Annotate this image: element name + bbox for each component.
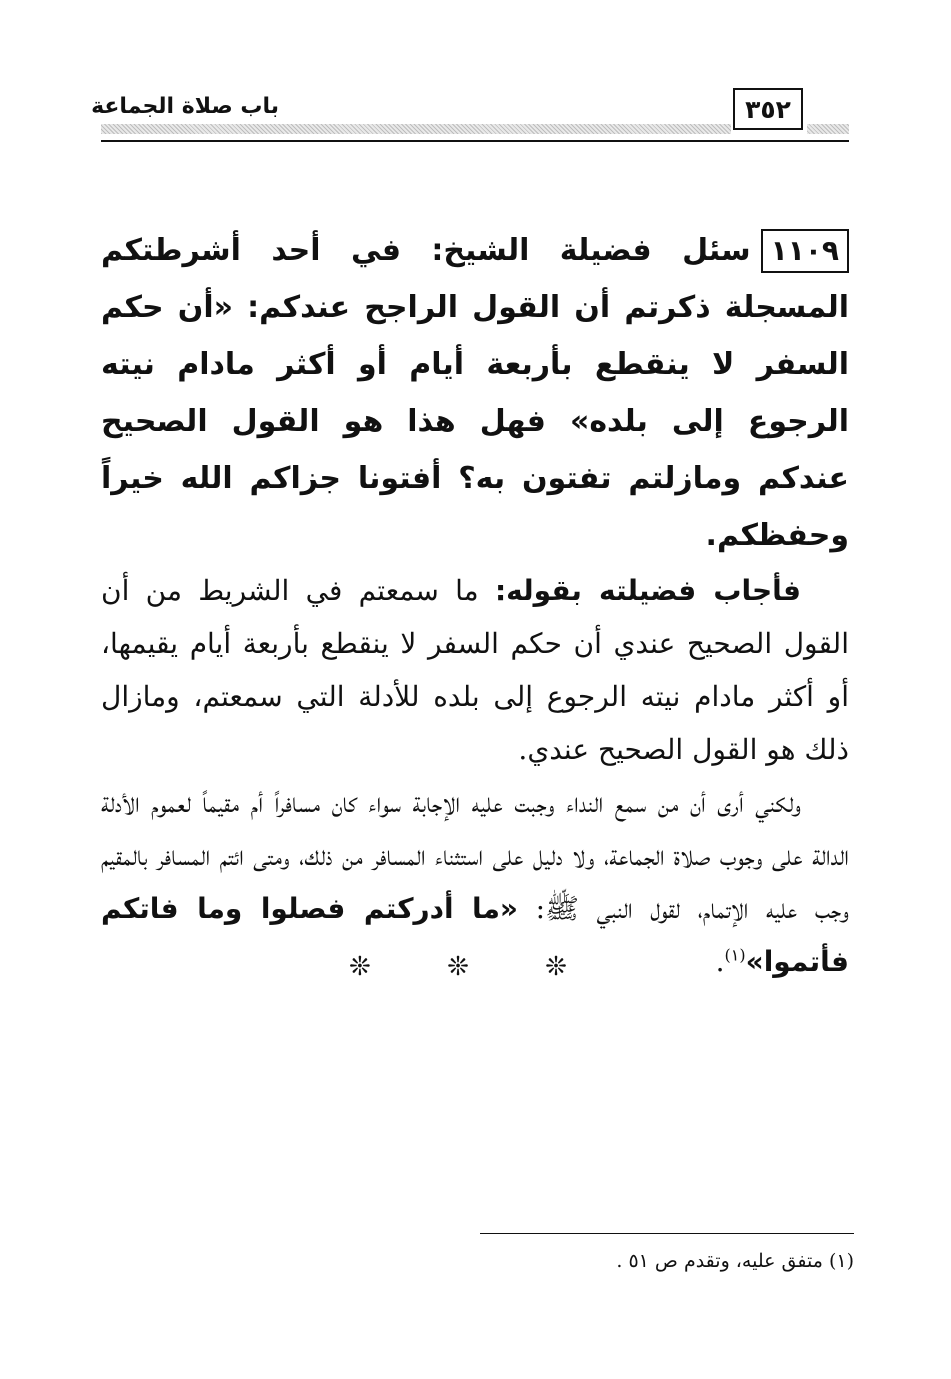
question-number: ١١٠٩ [761,229,849,273]
question-text: سئل فضيلة الشيخ: في أحد أشرطتكم المسجلة ذكرتم أن القول الراجح عندكم: «أن حكم السفر لا ينقطع بأربعة أيام أو أكثر مادام نيته الرجوع إلى بلده» فهل هذا هو القول الصحيح عندكم ومازلتم تفتون به؟ أفتونا جزاكم الله خيراً وحفظكم. [101,233,849,553]
footnote-marker: (١) [828,1250,854,1272]
question-paragraph [101,222,849,564]
answer-text-2: ولكني أرى أن من سمع النداء وجبت عليه الإجابة سواء كان مسافراً أم مقيماً لعموم الأدلة الدالة على وجوب صلاة الجماعة، ولا دليل على استثناء المسافر من ذلك، ومتى ائتم المسافر بالمقيم وجب عليه الإتمام، لقول النبي ﷺ: [101,786,849,925]
footnote-reference: (١) [724,945,746,965]
page-number: ٣٥٢ [733,88,803,130]
page-header [91,88,849,146]
chapter-title: باب صلاة الجماعة [91,94,279,119]
answer-text-1: ما سمعتم في الشريط من أن القول الصحيح عندي أن حكم السفر لا ينقطع بأربعة أيام يقيمها، أو أكثر مادام نيته الرجوع إلى بلده للأدلة التي سمعتم، ومازال ذلك هو القول الصحيح عندي. [101,574,849,766]
footnote [616,1250,854,1272]
answer-lead: فأجاب فضيلته بقوله: [494,574,801,607]
section-separator: ❊ ❊ ❊ [349,952,601,982]
main-content [101,222,849,988]
footnote-text: متفق عليه، وتقدم ص ٥١ . [616,1250,823,1272]
answer-end: . [715,945,725,978]
answer-paragraph-1 [101,564,849,776]
header-rule [101,140,849,142]
footnote-rule [480,1233,854,1234]
hadith-quote: «ما أدركتم فصلوا وما فاتكم فأتموا» [101,892,849,978]
